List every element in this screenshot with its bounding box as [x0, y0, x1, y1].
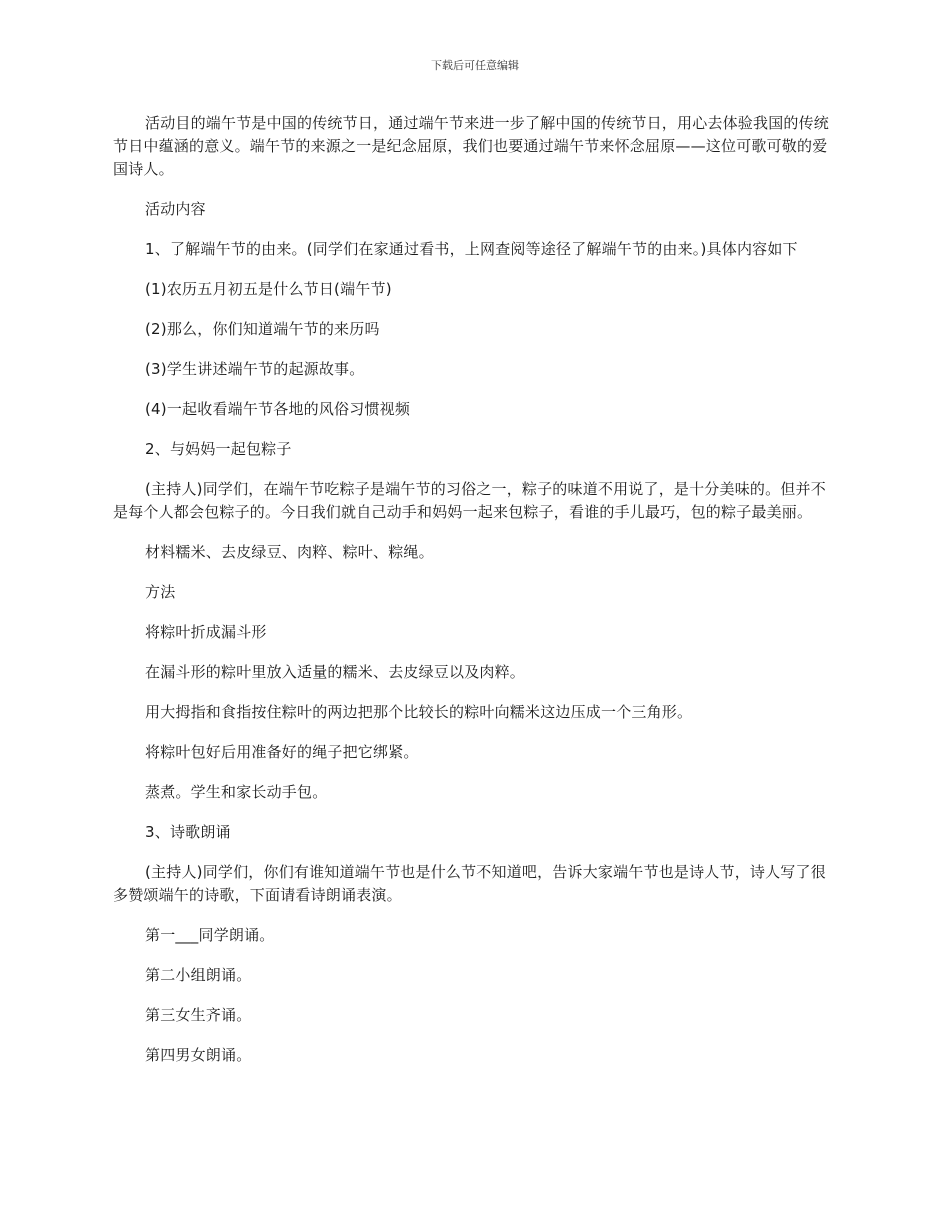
- paragraph-step: 将粽叶包好后用准备好的绳子把它绑紧。: [145, 743, 419, 761]
- page-header: 下载后可任意编辑: [431, 59, 519, 72]
- paragraph-section-3: 3、诗歌朗诵: [145, 823, 231, 841]
- paragraph-method-heading: 方法: [145, 583, 176, 601]
- paragraph-host-poem: (主持人)同学们，你们有谁知道端午节也是什么节不知道吧，告诉大家端午节也是诗人节，诗人写了很多赞颂端午的诗歌，下面请看诗朗诵表演。: [113, 863, 826, 904]
- paragraph-materials: 材料糯米、去皮绿豆、肉粹、粽叶、粽绳。: [145, 543, 434, 561]
- paragraph-recital: 第一___同学朗诵。: [145, 926, 275, 944]
- paragraph-section-1: 1、了解端午节的由来。(同学们在家通过看书，上网查阅等途径了解端午节的由来。)具体内容如下: [145, 240, 798, 258]
- paragraph-item: (3)学生讲述端午节的起源故事。: [145, 360, 365, 378]
- paragraph-recital: 第三女生齐诵。: [145, 1006, 252, 1024]
- document-body: [113, 112, 837, 1084]
- paragraph-step: 用大拇指和食指按住粽叶的两边把那个比较长的粽叶向糯米这边压成一个三角形。: [145, 703, 693, 721]
- paragraph-recital: 第二小组朗诵。: [145, 966, 252, 984]
- paragraph-step: 将粽叶折成漏斗形: [145, 623, 267, 641]
- paragraph-purpose: 活动目的端午节是中国的传统节日，通过端午节来进一步了解中国的传统节日，用心去体验我国的传统节日中蕴涵的意义。端午节的来源之一是纪念屈原，我们也要通过端午节来怀念屈原——这位可歌可敬的爱国诗人。: [113, 114, 830, 178]
- paragraph-host-zongzi: (主持人)同学们，在端午节吃粽子是端午节的习俗之一，粽子的味道不用说了，是十分美味的。但并不是每个人都会包粽子的。今日我们就自己动手和妈妈一起来包粽子，看谁的手儿最巧，包的粽子最美丽。: [113, 480, 826, 521]
- paragraph-item: (4)一起收看端午节各地的风俗习惯视频: [145, 400, 411, 418]
- paragraph-step: 在漏斗形的粽叶里放入适量的糯米、去皮绿豆以及肉粹。: [145, 663, 526, 681]
- paragraph-content-heading: 活动内容: [145, 200, 206, 218]
- paragraph-item: (1)农历五月初五是什么节日(端午节): [145, 280, 392, 298]
- paragraph-item: (2)那么，你们知道端午节的来历吗: [145, 320, 380, 338]
- paragraph-step: 蒸煮。学生和家长动手包。: [145, 783, 328, 801]
- paragraph-recital: 第四男女朗诵。: [145, 1046, 252, 1064]
- paragraph-section-2: 2、与妈妈一起包粽子: [145, 440, 292, 458]
